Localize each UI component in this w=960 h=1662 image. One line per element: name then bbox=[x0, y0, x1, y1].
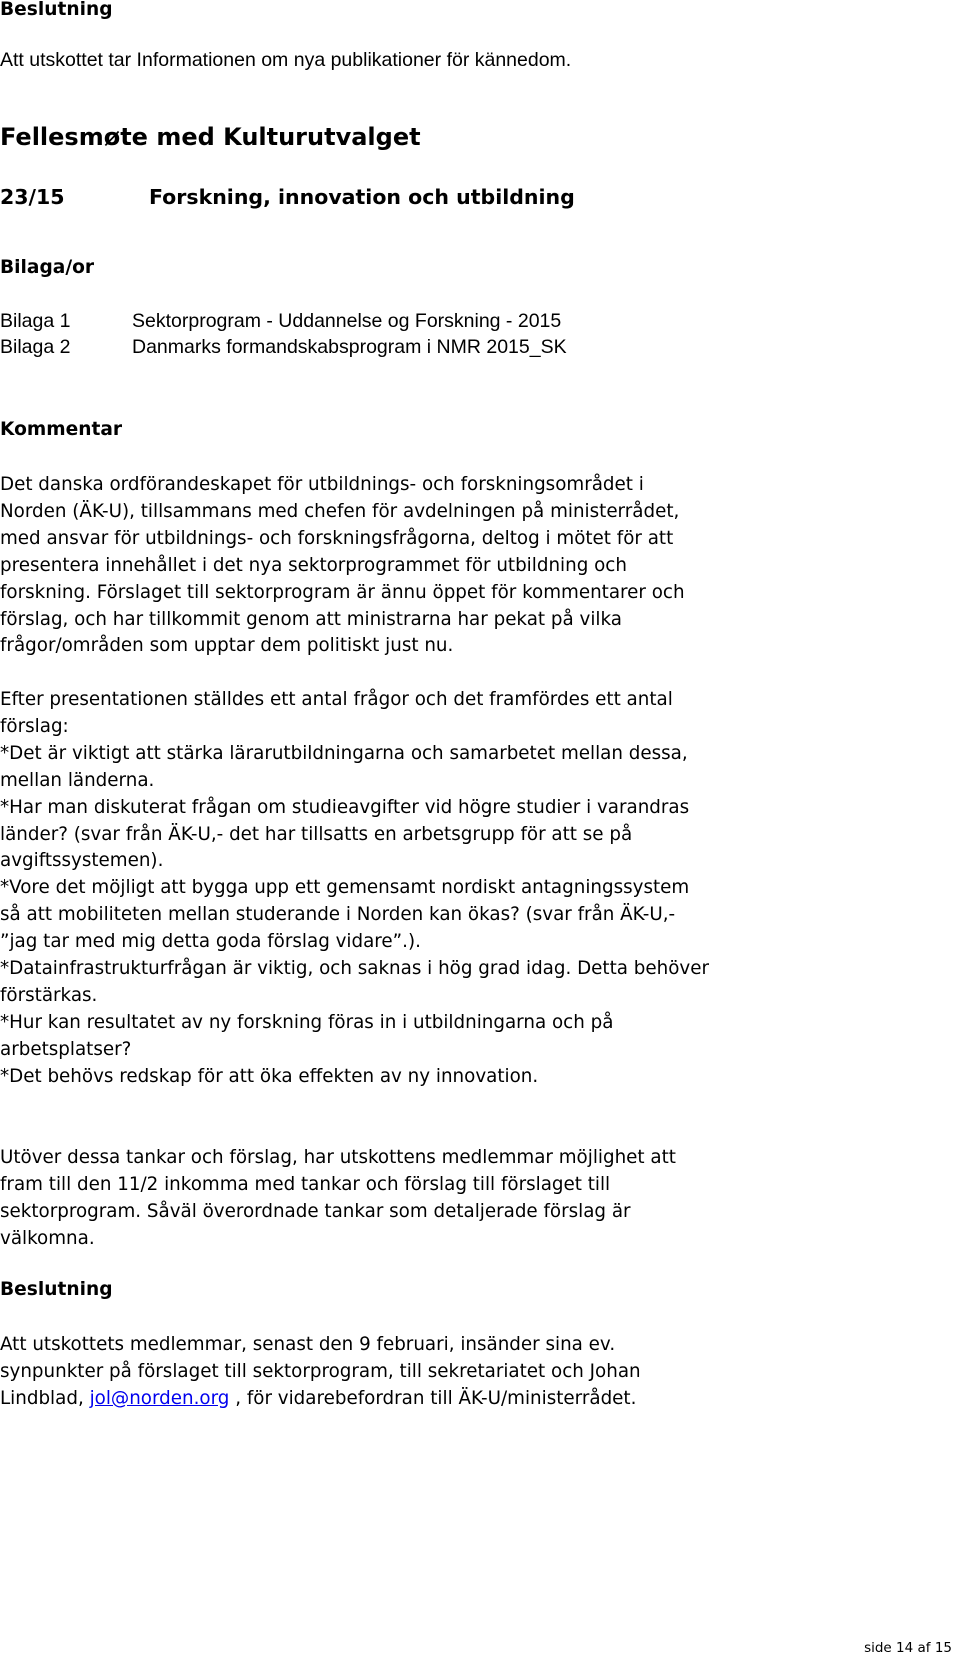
text-line: förslag, och har tillkommit genom att ministrarna har pekat på vilka bbox=[0, 608, 622, 630]
text-line bbox=[0, 1386, 641, 1413]
email-link[interactable]: jol@norden.org bbox=[89, 1387, 230, 1409]
bilaga-title: Sektorprogram - Uddannelse og Forskning - 2015 bbox=[132, 310, 562, 332]
text-line: Norden (ÄK-U), tillsammans med chefen för avdelningen på ministerrådet, bbox=[0, 500, 680, 522]
item-number: 23/15 bbox=[0, 185, 65, 209]
text-line: arbetsplatser? bbox=[0, 1038, 132, 1060]
text-line: förslag: bbox=[0, 715, 69, 737]
text-line: så att mobiliteten mellan studerande i Norden kan ökas? (svar från ÄK-U,- bbox=[0, 904, 676, 926]
bilaga-title: Danmarks formandskabsprogram i NMR 2015_SK bbox=[132, 336, 567, 358]
text-line: *Hur kan resultatet av ny forskning föras in i utbildningarna och på bbox=[0, 1011, 614, 1033]
text-line: Efter presentationen ställdes ett antal frågor och det framfördes ett antal bbox=[0, 689, 673, 710]
text-line: forskning. Förslaget till sektorprogram är ännu öppet för kommentarer och bbox=[0, 581, 685, 603]
beslutning-text: Att utskottet tar Informationen om nya publikationer för kännedom. bbox=[0, 49, 572, 71]
beslutning-heading: Beslutning bbox=[0, 1279, 113, 1300]
text-line: ”jag tar med mig detta goda förslag vidare”.). bbox=[0, 931, 421, 953]
text-line: *Datainfrastrukturfrågan är viktig, och saknas i hög grad idag. Detta behöver bbox=[0, 958, 709, 980]
bilaga-label: Bilaga 2 bbox=[0, 336, 71, 358]
text-fragment: Lindblad, bbox=[0, 1387, 90, 1409]
beslutning-heading: Beslutning bbox=[0, 0, 113, 20]
text-line: förstärkas. bbox=[0, 984, 98, 1006]
text-line: länder? (svar från ÄK-U,- det har tillsatts en arbetsgrupp för att se på bbox=[0, 823, 633, 845]
text-line: sektorprogram. Såväl överordnade tankar som detaljerade förslag är bbox=[0, 1200, 631, 1222]
text-line: *Det är viktigt att stärka lärarutbildningarna och samarbetet mellan dessa, bbox=[0, 742, 688, 764]
text-line: *Vore det möjligt att bygga upp ett gemensamt nordiskt antagningssystem bbox=[0, 877, 690, 899]
kommentar-paragraph-3 bbox=[0, 1145, 676, 1253]
text-line: avgiftssystemen). bbox=[0, 850, 164, 872]
kommentar-paragraph-2 bbox=[0, 687, 709, 1091]
kommentar-heading: Kommentar bbox=[0, 419, 123, 440]
bilaga-label: Bilaga 1 bbox=[0, 310, 71, 332]
text-line: med ansvar för utbildnings- och forskningsfrågorna, deltog i mötet för att bbox=[0, 527, 674, 549]
text-fragment: , för vidarebefordran till ÄK-U/ministerrådet. bbox=[229, 1387, 637, 1409]
page-number: side 14 af 15 bbox=[864, 1640, 952, 1656]
text-line: fram till den 11/2 inkomma med tankar och förslag till förslaget till bbox=[0, 1173, 611, 1195]
text-line: *Det behövs redskap för att öka effekten av ny innovation. bbox=[0, 1065, 539, 1087]
text-line: Utöver dessa tankar och förslag, har utskottens medlemmar möjlighet att bbox=[0, 1147, 676, 1168]
text-line: *Har man diskuterat frågan om studieavgifter vid högre studier i varandras bbox=[0, 796, 690, 818]
text-line: frågor/områden som upptar dem politiskt just nu. bbox=[0, 635, 454, 657]
bilagor-heading: Bilaga/or bbox=[0, 257, 95, 278]
text-line: välkomna. bbox=[0, 1227, 95, 1249]
item-title: Forskning, innovation och utbildning bbox=[149, 185, 575, 209]
beslutning-paragraph bbox=[0, 1332, 641, 1413]
kommentar-paragraph-1 bbox=[0, 472, 685, 660]
text-line: synpunkter på förslaget till sektorprogram, till sekretariatet och Johan bbox=[0, 1360, 641, 1382]
text-line: Att utskottets medlemmar, senast den 9 februari, insänder sina ev. bbox=[0, 1334, 616, 1355]
text-line: presentera innehållet i det nya sektorprogrammet för utbildning och bbox=[0, 554, 627, 576]
text-line: mellan länderna. bbox=[0, 769, 155, 791]
meeting-title: Fellesmøte med Kulturutvalget bbox=[0, 123, 421, 151]
text-line: Det danska ordförandeskapet för utbildnings- och forskningsområdet i bbox=[0, 474, 644, 495]
